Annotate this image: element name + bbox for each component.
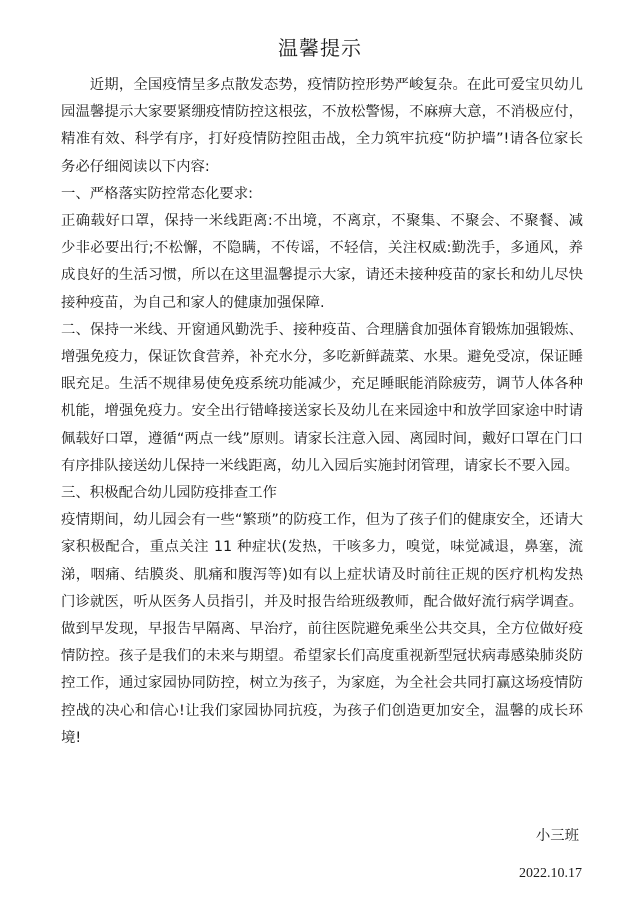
notice-body xyxy=(61,72,583,752)
notice-title: 温馨提示 xyxy=(278,36,362,60)
signature: 小三班 xyxy=(535,828,579,844)
section-3-paragraph: 疫情期间，幼儿园会有一些“繁琐”的防疫工作，但为了孩子们的健康安全，还请大家积极配合，重点关注 11 种症状(发热，干咳多力，嗅觉，味觉减退，鼻塞，流涕，咽痛、结膜炎、肌痛和腹泻等)如有以上症状请及时前往正规的医疗机构发热门诊就医，听从医务人员指引，并及时报告给班级教师，配合做好流行病学调查。做到早发现，早报告早隔离、早治疗，前往医院避免乘坐公共交具，全方位做好疫情防控。孩子是我们的未来与期望。希望家长们高度重视新型冠状病毒感染肺炎防控工作，通过家园协同防控，树立为孩子，为家庭，为全社会共同打赢这场疫情防控战的决心和信心!让我们家园协同抗疫，为孩子们创造更加安全，温馨的成长环境! xyxy=(61,512,583,746)
notice-date: 2022.10.17 xyxy=(519,866,582,881)
section-2-paragraph: 二、保持一米线、开窗通风勤洗手、接种疫苗、合理膳食加强体育锻炼加强锻炼、增强免疫力，保证饮食营养，补充水分，多吃新鲜蔬菜、水果。避免受凉，保证睡眠充足。生活不规律易使免疫系统功能减少，充足睡眠能消除疲劳，调节人体各种机能，增强免疫力。安全出行错峰接送家长及幼儿在来园途中和放学回家途中时请佩载好口罩，遵循“两点一线”原则。请家长注意入园、离园时间，戴好口罩在门口有序排队接送幼儿保持一米线距离，幼儿入园后实施封闭管理，请家长不要入园。 xyxy=(61,321,583,474)
intro-paragraph: 近期，全国疫情呈多点散发态势，疫情防控形势严峻复杂。在此可爱宝贝幼儿园温馨提示大家要紧绷疫情防控这根弦，不放松警惕，不麻痹大意，不消极应付，精准有效、科学有序，打好疫情防控阻击战，全力筑牢抗疫“防护墙”!请各位家长务必仔细阅读以下内容: xyxy=(61,77,583,175)
section-1-paragraph: 正确载好口罩，保持一米线距离:不出境，不离京，不聚集、不聚会、不聚餐、减少非必要出行;不松懈，不隐瞒，不传谣，不轻信，关注权威:勤洗手，多通风，养成良好的生活习惯，所以在这里温馨提示大家，请还未接种疫苗的家长和幼儿尽快接种疫苗，为自己和家人的健康加强保障. xyxy=(61,213,583,311)
section-3-heading: 三、积极配合幼儿园防疫排查工作 xyxy=(61,485,277,502)
section-1-heading: 一、严格落实防控常态化要求: xyxy=(61,185,253,202)
